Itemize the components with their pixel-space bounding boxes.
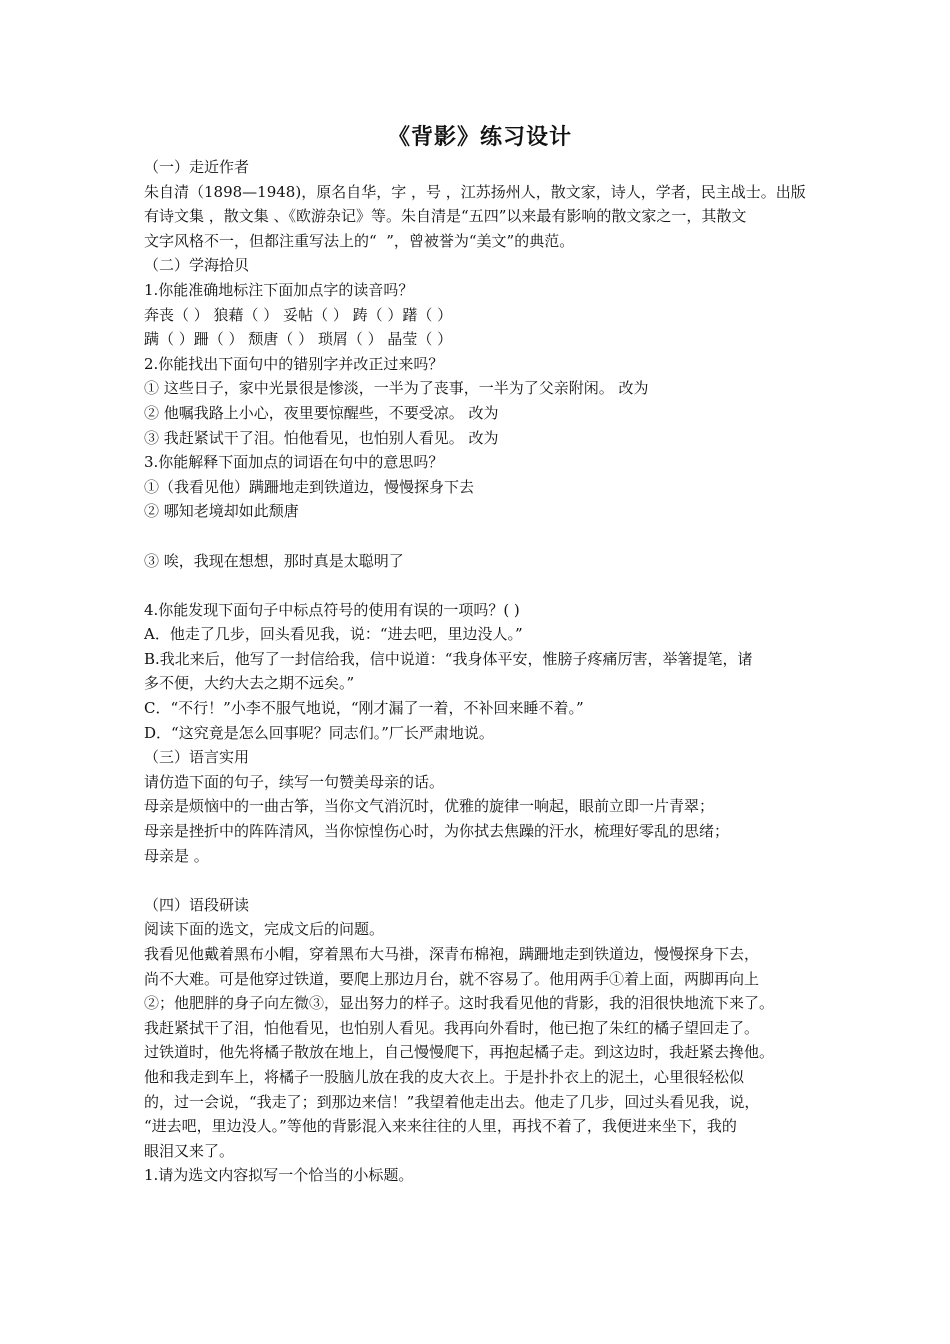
text-line: ②；他肥胖的身子向左微③，显出努力的样子。这时我看见他的背影，我的泪很快地流下来了。 <box>144 994 775 1013</box>
text-line: 2.你能找出下面句中的错别字并改正过来吗？ <box>144 354 444 373</box>
text-line: 母亲是挫折中的阵阵清风，当你惊惶伤心时，为你拭去焦躁的汗水，梳理好零乱的思绪； <box>144 822 730 841</box>
text-line: A．他走了几步，回头看见我，说：“进去吧，里边没人。” <box>144 625 523 644</box>
blank-line <box>144 573 816 598</box>
text-lines <box>144 155 816 1188</box>
blank-line <box>144 524 816 549</box>
text-line: 阅读下面的选文，完成文后的问题。 <box>144 920 385 939</box>
text-line: 眼泪又来了。 <box>144 1141 235 1160</box>
text-line: 母亲是 。 <box>144 846 209 865</box>
text-line: ①（我看见他）蹒跚地走到铁道边，慢慢探身下去 <box>144 477 475 496</box>
document-title: 《背影》练习设计 <box>387 125 572 150</box>
text-line: 文字风格不一，但都注重写法上的“ ”，曾被誉为“美文”的典范。 <box>144 231 575 250</box>
text-line: 请仿造下面的句子，续写一句赞美母亲的话。 <box>144 772 445 791</box>
text-line: （四）语段研读 <box>144 895 250 914</box>
text-line: C．“不行！”小李不服气地说，“刚才漏了一着，不补回来睡不着。” <box>144 699 584 718</box>
text-line: ② 哪知老境却如此颓唐 <box>144 502 299 521</box>
document-body <box>144 120 816 1188</box>
text-line: 朱自清（1898—1948)，原名自华，字 ，号 ，江苏扬州人，散文家，诗人，学者，民主战士。出版 <box>144 182 806 201</box>
text-line: ③ 我赶紧试干了泪。怕他看见，也怕别人看见。 改为 <box>144 428 499 447</box>
text-line: （一）走近作者 <box>144 158 250 176</box>
text-line: 他和我走到车上，将橘子一股脑儿放在我的皮大衣上。于是扑扑衣上的泥土，心里很轻松似 <box>144 1067 745 1086</box>
text-line: “进去吧，里边没人。”等他的背影混入来来往往的人里，再找不着了，我便进来坐下，我的 <box>144 1117 737 1136</box>
text-line: 我看见他戴着黑布小帽，穿着黑布大马褂，深青布棉袍，蹒跚地走到铁道边，慢慢探身下去， <box>144 945 760 963</box>
text-line: 1.你能准确地标注下面加点字的读音吗？ <box>144 280 414 299</box>
text-line: 尚不大难。可是他穿过铁道，要爬上那边月台，就不容易了。他用两手①着上面，两脚再向上 <box>144 969 760 988</box>
text-line: 过铁道时，他先将橘子散放在地上，自己慢慢爬下，再抱起橘子走。到这边时，我赶紧去搀他。 <box>144 1043 775 1062</box>
text-line: 奔丧（ ） 狼藉（ ） 妥帖（ ） 踌（ ）躇（ ） <box>144 305 453 324</box>
text-line: 3.你能解释下面加点的词语在句中的意思吗？ <box>144 453 444 472</box>
text-line: D．“这究竟是怎么回事呢？同志们。”厂长严肃地说。 <box>144 723 494 742</box>
text-line: （二）学海拾贝 <box>144 256 250 275</box>
text-line: ③ 唉，我现在想想，那时真是太聪明了 <box>144 551 404 570</box>
text-line: 有诗文集 ，散文集 、《欧游杂记》等。朱自清是“五四”以来最有影响的散文家之一，其散文 <box>144 207 747 226</box>
text-line: B.我北来后，他写了一封信给我，信中说道：“我身体平安，惟膀子疼痛厉害，举箸提笔，诸 <box>144 649 753 668</box>
text-line: 蹒（ ）跚（ ） 颓唐（ ） 琐屑（ ） 晶莹（ ） <box>144 330 453 349</box>
text-line: ② 他嘱我路上小心，夜里要惊醒些，不要受凉。 改为 <box>144 403 499 422</box>
text-line: 多不便，大约大去之期不远矣。” <box>144 674 355 693</box>
blank-line <box>144 868 816 893</box>
text-line: ① 这些日子，家中光景很是惨淡，一半为了丧事，一半为了父亲附闲。 改为 <box>144 379 649 398</box>
text-line: 母亲是烦恼中的一曲古筝，当你文气消沉时，优雅的旋律一响起，眼前立即一片青翠； <box>144 797 715 816</box>
text-line: 1.请为选文内容拟写一个恰当的小标题。 <box>144 1166 414 1185</box>
text-line: （三）语言实用 <box>144 748 250 767</box>
text-line: 4.你能发现下面句子中标点符号的使用有误的一项吗？( ) <box>144 600 520 619</box>
text-line: 的，过一会说，“我走了；到那边来信！”我望着他走出去。他走了几步，回过头看见我，说， <box>144 1092 760 1111</box>
text-line: 我赶紧拭干了泪，怕他看见，也怕别人看见。我再向外看时，他已抱了朱红的橘子望回走了。 <box>144 1018 760 1037</box>
